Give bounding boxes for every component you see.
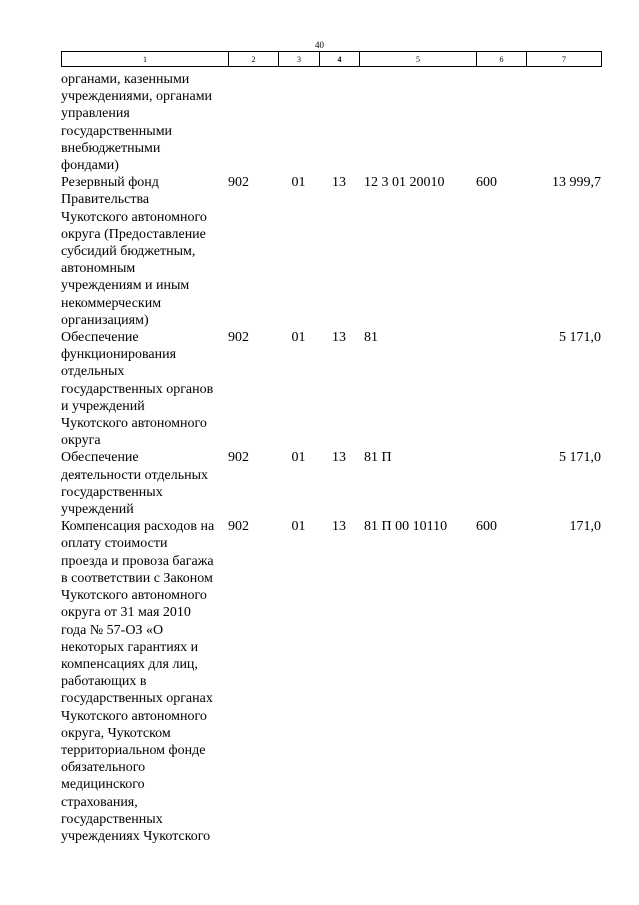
cell-name [61, 71, 228, 174]
cell-sum: 13 999,7 [552, 175, 601, 191]
cell-sum: 5 171,0 [559, 450, 601, 466]
cell-ved: 902 [228, 519, 249, 535]
cell-ved: 902 [228, 450, 249, 466]
name-line: внебюджетными [61, 140, 161, 156]
page-number: 40 [315, 40, 324, 50]
cell-pr: 13 [332, 450, 346, 466]
cell-name [61, 329, 228, 449]
cell-ved: 902 [228, 330, 249, 346]
name-line: учреждений [61, 502, 134, 518]
cell-name [61, 449, 228, 518]
cell-csr: 81 П [364, 450, 392, 466]
cell-csr: 81 [364, 330, 378, 346]
name-line: Чукотского автономного [61, 416, 207, 432]
name-line: государственных [61, 811, 163, 827]
cell-vr: 600 [476, 175, 497, 191]
name-line: учреждениями, органами [61, 89, 213, 105]
name-line: функционирования [61, 347, 177, 363]
name-line: Обеспечение [61, 450, 139, 466]
name-line: отдельных [61, 364, 125, 380]
name-line: автономным [61, 261, 136, 277]
name-line: территориальном фонде [61, 742, 206, 758]
cell-pr: 13 [332, 330, 346, 346]
cell-csr: 12 3 01 20010 [364, 175, 445, 191]
name-line: года № 57-ОЗ «О [61, 622, 164, 638]
name-line: проезда и провоза багажа [61, 553, 214, 569]
table-row [61, 329, 601, 449]
name-line: государственными [61, 123, 173, 139]
name-line: округа (Предоставление [61, 226, 206, 242]
column-header-1: 1 [62, 52, 229, 67]
name-line: государственных [61, 484, 163, 500]
table-row [61, 449, 601, 518]
name-line: некоторых гарантиях и [61, 639, 199, 655]
cell-sum: 5 171,0 [559, 330, 601, 346]
cell-pr: 13 [332, 519, 346, 535]
column-header-3: 3 [279, 52, 320, 67]
name-line: государственных органах [61, 691, 213, 707]
name-line: Компенсация расходов на [61, 519, 215, 535]
column-header-4: 4 [320, 52, 360, 67]
name-line: округа, Чукотском [61, 725, 171, 741]
name-line: Резервный фонд [61, 175, 159, 191]
cell-name [61, 518, 228, 845]
name-line: в соответствии с Законом [61, 570, 213, 586]
column-header-5: 5 [360, 52, 477, 67]
name-line: организациям) [61, 312, 149, 328]
table-body [61, 71, 601, 845]
cell-rz: 01 [291, 175, 306, 191]
cell-vr: 600 [476, 519, 497, 535]
cell-rz: 01 [291, 330, 306, 346]
name-line: учреждениям и иным [61, 278, 190, 294]
column-header-7: 7 [527, 52, 602, 67]
name-line: страхования, [61, 794, 138, 810]
cell-csr: 81 П 00 10110 [364, 519, 448, 535]
cell-name [61, 174, 228, 329]
cell-ved: 902 [228, 175, 249, 191]
name-line: компенсациях для лиц, [61, 656, 198, 672]
cell-rz: 01 [291, 519, 306, 535]
name-line: органами, казенными [61, 72, 190, 87]
column-header-row [62, 52, 602, 67]
cell-rz: 01 [291, 450, 306, 466]
name-line: управления [61, 106, 130, 122]
cell-sum: 171,0 [569, 519, 601, 535]
name-line: государственных органов [61, 381, 214, 397]
name-line: некоммерческим [61, 295, 162, 311]
table-row [61, 174, 601, 329]
name-line: округа от 31 мая 2010 [61, 605, 191, 621]
name-line: обязательного [61, 760, 146, 776]
name-line: Правительства [61, 192, 150, 208]
name-line: оплату стоимости [61, 536, 168, 552]
column-header-table [61, 51, 602, 67]
name-line: деятельности отдельных [61, 467, 208, 483]
name-line: Чукотского автономного [61, 209, 207, 225]
column-header-6: 6 [477, 52, 527, 67]
name-line: и учреждений [61, 398, 145, 414]
name-line: субсидий бюджетным, [61, 244, 196, 260]
name-line: медицинского [61, 777, 145, 793]
name-line: Чукотского автономного [61, 708, 207, 724]
table-row [61, 518, 601, 845]
name-line: Обеспечение [61, 330, 139, 346]
name-line: учреждениях Чукотского [61, 828, 211, 844]
name-line: Чукотского автономного [61, 588, 207, 604]
table-row [61, 71, 601, 174]
cell-pr: 13 [332, 175, 346, 191]
name-line: фондами) [61, 158, 119, 174]
column-header-2: 2 [229, 52, 279, 67]
name-line: округа [61, 433, 101, 449]
name-line: работающих в [61, 674, 147, 690]
